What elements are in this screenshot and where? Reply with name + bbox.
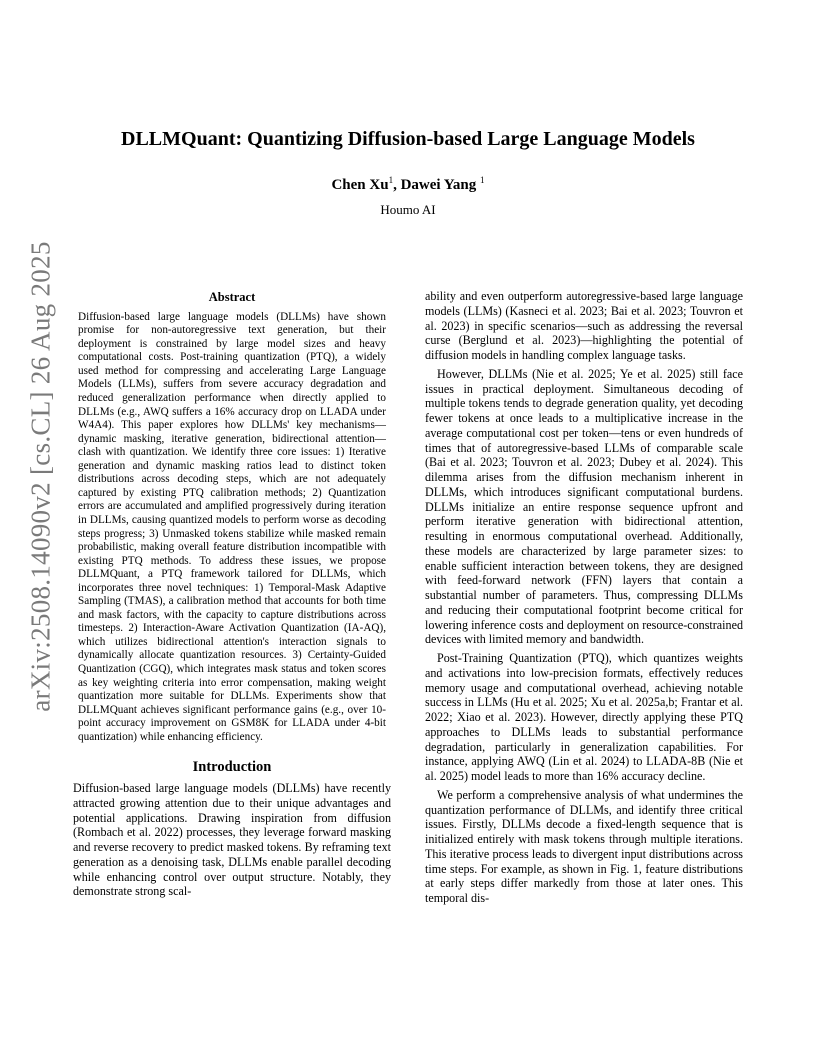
right-column bbox=[425, 289, 743, 906]
author-name: Dawei Yang bbox=[400, 177, 477, 193]
body-paragraph: Diffusion-based large language models (DLLMs) have recently attracted growing attention due to their unique advantages and potential applications. Drawing inspiration from diffusion (Rombach et al. 2022) processes, they leverage forward masking and reverse recovery to predict masked tokens. By reframing text generation as a denoising task, DLLMs enable parallel decoding while enhancing control over output structure. Notably, they demonstrate strong scal- bbox=[73, 781, 391, 899]
abstract-text: Diffusion-based large language models (DLLMs) have shown promise for non-autoregressive text generation, but their deployment is constrained by large model sizes and heavy computational costs. Post-training quantization (PTQ), a widely used method for compressing and accelerating Large Language Models (LLMs), suffers from severe accuracy degradation and reduced generalization performance when directly applied to DLLMs (e.g., AWQ suffers a 16% accuracy drop on LLADA under W4A4). This paper explores how DLLMs' key mechanisms—dynamic masking, iterative generation, bidirectional attention—clash with quantization. We identify three core issues: 1) Iterative generation and dynamic masking ratios lead to distinct token distributions across decoding steps, which are not adequately captured by existing PTQ calibration methods; 2) Quantization errors are accumulated and amplified progressively during iteration in DLLMs, causing quantized models to perform worse as decoding steps progress; 3) Unmasked tokens stabilize while masked remain probabilistic, making overall feature distribution incompatible with existing PTQ methods. To address these issues, we propose DLLMQuant, a PTQ framework tailored for DLLMs, which incorporates three novel techniques: 1) Temporal-Mask Adaptive Sampling (TMAS), a calibration method that accounts for both time and mask factors, with the capacity to capture distributions across timesteps. 2) Interaction-Aware Activation Quantization (IA-AQ), which utilizes bidirectional attention's interaction signals to dynamically allocate quantization resources. 3) Certainty-Guided Quantization (CGQ), which integrates mask status and token scores as key weighting criteria into error compensation, making weight quantization more suitable for DLLMs. Experiments show that DLLMQuant achieves significant performance gains (e.g., over 10-point accuracy improvement on GSM8K for LLADA under 4-bit quantization) while enhancing efficiency. bbox=[78, 310, 386, 743]
author-list bbox=[0, 175, 816, 194]
body-paragraph: We perform a comprehensive analysis of what undermines the quantization performance of DLLMs, and identify three critical issues. Firstly, DLLMs decode a fixed-length sequence that is initialized entirely with mask tokens through multiple iterations. This iterative process leads to divergent input distributions across time steps. For example, as shown in Fig. 1, feature distributions at early steps differ markedly from those at later ones. This temporal dis- bbox=[425, 787, 743, 905]
author-affiliation-mark: 1 bbox=[480, 175, 485, 185]
affiliation: Houmo AI bbox=[380, 202, 436, 217]
paper-title: DLLMQuant: Quantizing Diffusion-based Large Language Models bbox=[121, 128, 695, 150]
author-affiliation-mark: 1 bbox=[388, 175, 394, 185]
arxiv-identifier-stamp bbox=[16, 240, 66, 712]
left-column bbox=[73, 290, 391, 899]
arxiv-id-text: arXiv:2508.14090v2 [cs.CL] 26 Aug 2025 bbox=[25, 240, 56, 712]
body-paragraph: ability and even outperform autoregressive-based large language models (LLMs) (Kasneci et al. 2023; Bai et al. 2023; Touvron et al. 2023) in specific scenarios—such as addressing the reversal curse (Berglund et al. 2023)—highlighting the potential of diffusion models in handling complex language tasks. bbox=[425, 289, 743, 362]
author-separator: , bbox=[393, 177, 401, 193]
body-paragraph: Post-Training Quantization (PTQ), which quantizes weights and activations into low-precision formats, effectively reduces memory usage and computational overhead, achieving notable success in LLMs (Hu et al. 2025; Xu et al. 2025a,b; Frantar et al. 2022; Xiao et al. 2023). However, directly applying these PTQ approaches to DLLMs leads to substantial performance degradation, particularly in generalization capabilities. For instance, applying AWQ (Lin et al. 2024) to LLADA-8B (Nie et al. 2025) model leads to more than 16% accuracy decline. bbox=[425, 651, 743, 783]
introduction-heading: Introduction bbox=[192, 759, 272, 776]
abstract-heading: Abstract bbox=[208, 290, 256, 304]
body-paragraph: However, DLLMs (Nie et al. 2025; Ye et al. 2025) still face issues in practical deployment. Simultaneous decoding of multiple tokens tends to degrade generation quality, yet decoding fewer tokens at once leads to a multiplicative increase in the average computational cost per token—tens or even hundreds of times that of autoregressive-based LLMs of comparable scale (Bai et al. 2023; Touvron et al. 2023; Dubey et al. 2024). This dilemma arises from the diffusion mechanism inherent in DLLMs, which introduces significant computational burdens. DLLMs initialize an entire response sequence upfront and perform iterative generation with bidirectional attention, resulting in enormous computational overhead. Additionally, these models are characterized by large parameter sizes: to enable sufficient interaction between tokens, they are designed with feed-forward network (FFN) layers that contain a substantial number of parameters. Thus, compressing DLLMs and reducing their computational footprint become critical for lowering inference costs and deployment on resource-constrained devices with limited memory and bandwidth. bbox=[425, 366, 743, 647]
author-name: Chen Xu bbox=[331, 177, 389, 193]
